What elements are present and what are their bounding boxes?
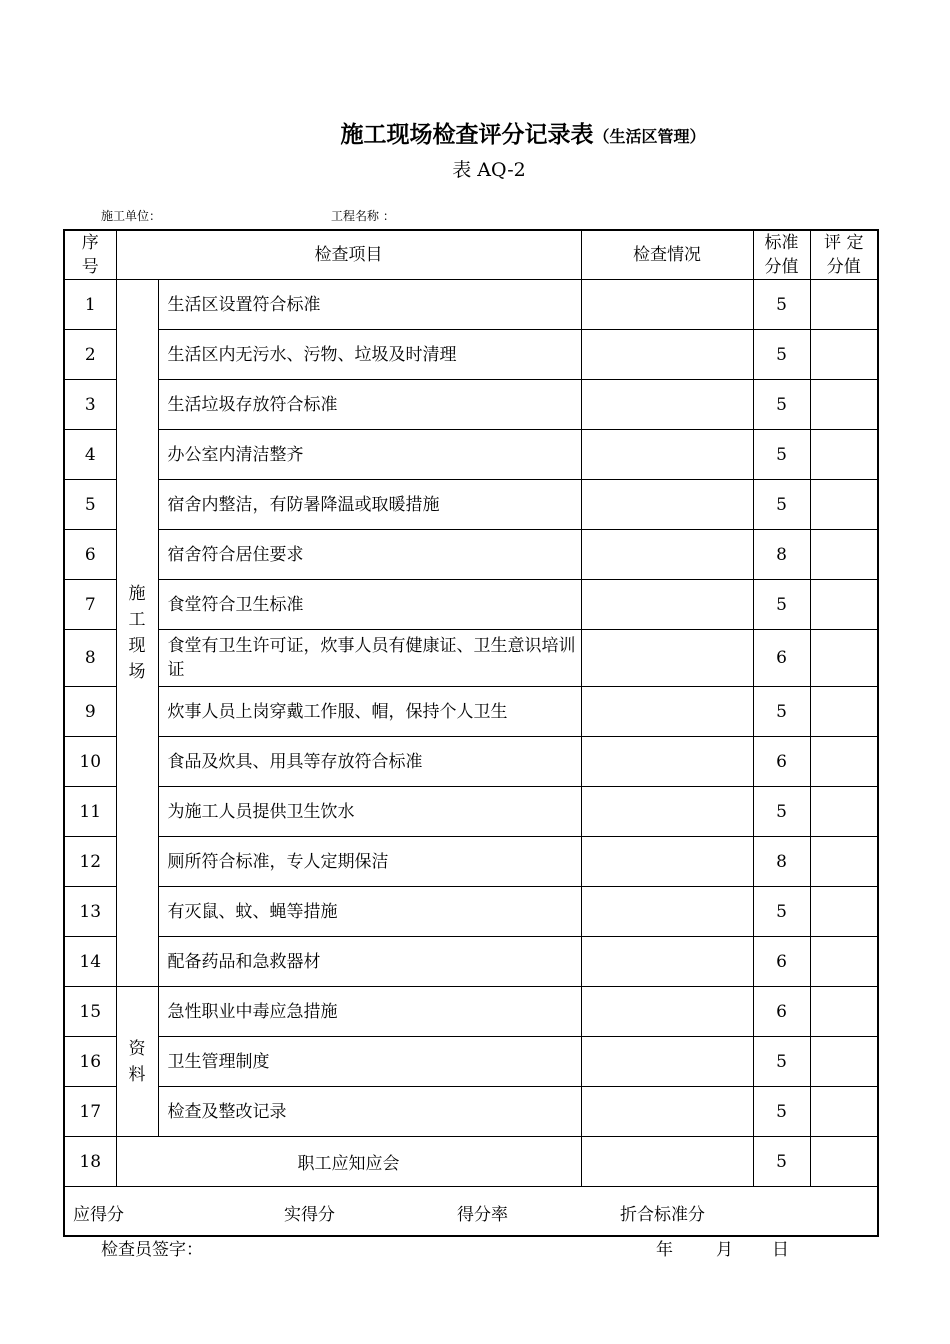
table-row <box>64 330 878 380</box>
row-standard-score: 8 <box>753 530 810 580</box>
inspector-signature-label: 检查员签字： <box>101 1240 203 1260</box>
table-code: 表 AQ-2 <box>452 159 526 181</box>
row-standard-score: 5 <box>753 430 810 480</box>
row-item: 检查及整改记录 <box>158 1087 581 1137</box>
row-number: 2 <box>64 330 116 380</box>
row-standard-score: 6 <box>753 630 810 687</box>
row-rated-score-cell[interactable] <box>810 380 878 430</box>
row-rated-score-cell[interactable] <box>810 1087 878 1137</box>
row-rated-score-cell[interactable] <box>810 280 878 330</box>
header-rated: 评 定分值 <box>810 230 878 280</box>
row-item: 宿舍内整洁，有防暑降温或取暖措施 <box>158 480 581 530</box>
group-data: 资料 <box>116 987 158 1137</box>
actual-score-label: 实得分 <box>284 1205 335 1225</box>
header-seq: 序号 <box>64 230 116 280</box>
row-item: 急性职业中毒应急措施 <box>158 987 581 1037</box>
row-rated-score-cell[interactable] <box>810 330 878 380</box>
row-standard-score: 5 <box>753 1137 810 1187</box>
footer-row <box>64 1187 878 1237</box>
table-row <box>64 530 878 580</box>
row-rated-score-cell[interactable] <box>810 837 878 887</box>
row-item: 厕所符合标准，专人定期保洁 <box>158 837 581 887</box>
row-number: 8 <box>64 630 116 687</box>
footer-cell <box>64 1187 878 1237</box>
row-number: 13 <box>64 887 116 937</box>
row-standard-score: 5 <box>753 580 810 630</box>
row-rated-score-cell[interactable] <box>810 580 878 630</box>
row-rated-score-cell[interactable] <box>810 1137 878 1187</box>
title-suffix: （生活区管理） <box>593 127 706 146</box>
row-number: 7 <box>64 580 116 630</box>
row-standard-score: 6 <box>753 737 810 787</box>
table-row <box>64 430 878 480</box>
project-name-label: 工程名称 ： <box>331 209 395 223</box>
row-standard-score: 5 <box>753 280 810 330</box>
table-row <box>64 580 878 630</box>
row-item: 有灭鼠、蚊、蝇等措施 <box>158 887 581 937</box>
row-item: 食堂符合卫生标准 <box>158 580 581 630</box>
converted-score-label: 折合标准分 <box>620 1205 705 1225</box>
table-row <box>64 1137 878 1187</box>
row-situation-cell[interactable] <box>581 887 753 937</box>
row-number: 4 <box>64 430 116 480</box>
row-item: 食品及炊具、用具等存放符合标准 <box>158 737 581 787</box>
row-number: 16 <box>64 1037 116 1087</box>
table-row <box>64 987 878 1037</box>
group-site: 施工现场 <box>116 280 158 987</box>
row-situation-cell[interactable] <box>581 430 753 480</box>
row-item: 宿舍符合居住要求 <box>158 530 581 580</box>
table-row <box>64 1037 878 1087</box>
document-title <box>0 116 950 149</box>
row-number: 6 <box>64 530 116 580</box>
row-standard-score: 8 <box>753 837 810 887</box>
row-number: 5 <box>64 480 116 530</box>
row-situation-cell[interactable] <box>581 1137 753 1187</box>
row-rated-score-cell[interactable] <box>810 937 878 987</box>
table-row <box>64 837 878 887</box>
row-situation-cell[interactable] <box>581 1087 753 1137</box>
row-standard-score: 5 <box>753 787 810 837</box>
header-item: 检查项目 <box>116 230 581 280</box>
table-row <box>64 280 878 330</box>
row-situation-cell[interactable] <box>581 837 753 887</box>
row-rated-score-cell[interactable] <box>810 1037 878 1087</box>
row-rated-score-cell[interactable] <box>810 630 878 687</box>
date-month-label: 月 <box>716 1240 733 1260</box>
row-standard-score: 5 <box>753 887 810 937</box>
row-situation-cell[interactable] <box>581 480 753 530</box>
row-rated-score-cell[interactable] <box>810 787 878 837</box>
table-row <box>64 787 878 837</box>
row-rated-score-cell[interactable] <box>810 887 878 937</box>
expected-score-label: 应得分 <box>73 1205 124 1225</box>
row-rated-score-cell[interactable] <box>810 737 878 787</box>
row-number: 12 <box>64 837 116 887</box>
table-row <box>64 380 878 430</box>
row-situation-cell[interactable] <box>581 580 753 630</box>
row-number: 17 <box>64 1087 116 1137</box>
row-item: 食堂有卫生许可证，炊事人员有健康证、卫生意识培训证 <box>158 630 581 687</box>
row-number: 1 <box>64 280 116 330</box>
title-main: 施工现场检查评分记录表 <box>340 121 594 148</box>
row-item: 生活垃圾存放符合标准 <box>158 380 581 430</box>
score-rate-label: 得分率 <box>457 1205 508 1225</box>
row-rated-score-cell[interactable] <box>810 530 878 580</box>
row-number: 14 <box>64 937 116 987</box>
row-item: 炊事人员上岗穿戴工作服、帽，保持个人卫生 <box>158 687 581 737</box>
row-situation-cell[interactable] <box>581 937 753 987</box>
row-number: 11 <box>64 787 116 837</box>
header-row <box>64 230 878 280</box>
row-standard-score: 5 <box>753 1087 810 1137</box>
row-standard-score: 5 <box>753 480 810 530</box>
row-item: 生活区内无污水、污物、垃圾及时清理 <box>158 330 581 380</box>
row-situation-cell[interactable] <box>581 787 753 837</box>
row-item: 办公室内清洁整齐 <box>158 430 581 480</box>
row-situation-cell[interactable] <box>581 530 753 580</box>
row-rated-score-cell[interactable] <box>810 430 878 480</box>
row-standard-score: 5 <box>753 380 810 430</box>
row-number: 18 <box>64 1137 116 1187</box>
table-row <box>64 887 878 937</box>
header-situation: 检查情况 <box>581 230 753 280</box>
row-situation-cell[interactable] <box>581 737 753 787</box>
row-item: 职工应知应会 <box>116 1137 581 1187</box>
row-situation-cell[interactable] <box>581 280 753 330</box>
row-number: 15 <box>64 987 116 1037</box>
row-rated-score-cell[interactable] <box>810 987 878 1037</box>
date-day-label: 日 <box>772 1240 789 1260</box>
row-number: 9 <box>64 687 116 737</box>
row-standard-score: 6 <box>753 937 810 987</box>
table-row <box>64 937 878 987</box>
row-item: 配备药品和急救器材 <box>158 937 581 987</box>
row-rated-score-cell[interactable] <box>810 687 878 737</box>
date-year-label: 年 <box>656 1240 673 1260</box>
header-standard: 标准分值 <box>753 230 810 280</box>
row-situation-cell[interactable] <box>581 987 753 1037</box>
table-row <box>64 1087 878 1137</box>
table-row <box>64 687 878 737</box>
row-standard-score: 5 <box>753 1037 810 1087</box>
row-standard-score: 5 <box>753 330 810 380</box>
row-situation-cell[interactable] <box>581 330 753 380</box>
construction-unit-label: 施工单位： <box>101 209 162 223</box>
inspection-table <box>63 229 879 1237</box>
table-row <box>64 480 878 530</box>
row-item: 为施工人员提供卫生饮水 <box>158 787 581 837</box>
row-situation-cell[interactable] <box>581 630 753 687</box>
row-item: 卫生管理制度 <box>158 1037 581 1087</box>
row-number: 3 <box>64 380 116 430</box>
row-situation-cell[interactable] <box>581 380 753 430</box>
row-situation-cell[interactable] <box>581 1037 753 1087</box>
row-standard-score: 5 <box>753 687 810 737</box>
row-standard-score: 6 <box>753 987 810 1037</box>
row-rated-score-cell[interactable] <box>810 480 878 530</box>
table-row <box>64 630 878 687</box>
row-number: 10 <box>64 737 116 787</box>
table-row <box>64 737 878 787</box>
row-situation-cell[interactable] <box>581 687 753 737</box>
row-item: 生活区设置符合标准 <box>158 280 581 330</box>
